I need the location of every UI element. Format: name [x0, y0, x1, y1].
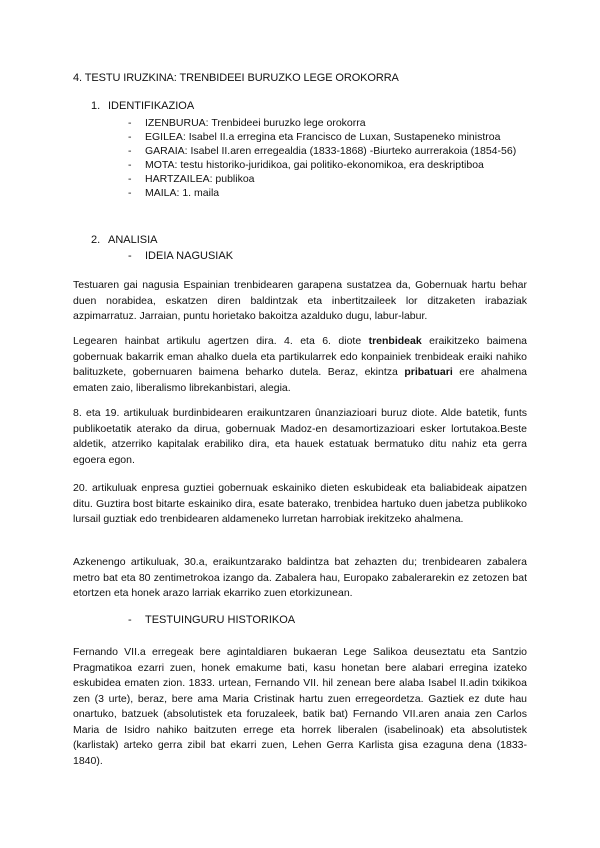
paragraph-3: 8. eta 19. artikuluak burdinbidearen eraikuntzaren ûnanziazioari buruz diote. Alde batetik, funts publikoetatik aterako da dirua, gobernuak Madoz-en desamortizazioari esker lortutakoa.Beste aldetik, atzerriko kapitalak erabiliko dira, eta hauek estatuak bermatuko ditu nahiz eta gerra egoera egon.: [73, 407, 527, 466]
paragraph-2-text-a: Legearen hainbat artikulu agertzen dira. 4. eta 6. diote: [73, 335, 369, 347]
section-number: 2.: [91, 234, 101, 246]
paragraph-2-text-d: ere ahalmena ematen zaio, liberalismo librekanbistari, alegia.: [73, 366, 527, 394]
subheading-testuinguru-historikoa: - TESTUINGURU HISTORIKOA: [128, 614, 296, 626]
section-heading-analisia: [91, 234, 158, 246]
subheading-ideia-nagusiak: - IDEIA NAGUSIAK: [128, 250, 234, 262]
list-item: - EGILEA: Isabel II.a erregina eta Francisco de Luxan, Sustapeneko ministroa: [128, 130, 528, 144]
subheading-text: TESTUINGURU HISTORIKOA: [145, 614, 296, 626]
list-item: - MOTA: testu historiko-juridikoa, gai politiko-ekonomikoa, era deskriptiboa: [128, 158, 528, 172]
list-item: - HARTZAILEA: publikoa: [128, 172, 528, 186]
section-number: 1.: [91, 100, 101, 112]
paragraph-4: 20. artikuluak enpresa guztiei gobernuak eskainiko dieten eskubideak eta baliabideak aipatzen ditu. Guztira bost bitarte eskainiko dira, esate baterako, trenbidea hartuko duen jabetza publikoko lursail guztiak edo trenbidearen aldameneko lurretan harrobiak irekitzeko ahalmena.: [73, 482, 527, 525]
paragraph-2: [73, 334, 527, 396]
list-item: - IZENBURUA: Trenbideei buruzko lege orokorra: [128, 116, 528, 130]
paragraph-2-text-c: eraikitzeko baimena gobernuak bakarrik eman ahalko duela eta partikularrek edo konpainiek trenbideak eraiki nahiko balituzkete, gobernuaren baimena beharko dutela. Beraz, ekintza: [73, 335, 527, 378]
section-heading-identifikazioa: [91, 100, 194, 112]
paragraph-2-bold-trenbideak: trenbideak: [368, 335, 422, 347]
paragraph-6: Fernando VII.a erregeak bere agintaldiaren bukaeran Lege Salikoa deuseztatu eta Santzio Pragmatikoa ezarri zuen, honek emakume bati, kasu honetan bere alabari erregina izateko eskubidea ematen zion. 1833. urtean, Fernando VII. hil zenean bere alaba Isabel II.adin txikikoa zen (3 urte), beraz, bere ama Maria Cristinak hartu zuen erregeordetza. Gaztiek ez dute hau onartuko, batzuek (absolutistek eta foruzaleek, batik bat) Fernando VII.aren anaia zen Carlos Maria de Isidro nahiko baitzuten errege eta horrek liberalen (isabelinoak) eta absolutistek (karlistak) arteko gerra zibil bat ekarri zuen, Lehen Gerra Karlista gisa ezaguna dena (1833-1840).: [73, 646, 527, 767]
subheading-text: IDEIA NAGUSIAK: [145, 250, 234, 262]
paragraph-5: Azkenengo artikuluak, 30.a, eraikuntzarako baldintza bat zehazten du; trenbidearen zabalera metro bat eta 80 zentimetrokoa izango da. Zabalera hau, Europako zabalerarekin ez zetozen bat etortzen eta honek arazo larriak ekarriko zuen etorkizunean.: [73, 556, 527, 599]
section-title: IDENTIFIKAZIOA: [108, 100, 195, 112]
identification-list: [128, 116, 528, 200]
list-item: - GARAIA: Isabel II.aren erregealdia (1833-1868) -Biurteko aurrerakoia (1854-56): [128, 144, 528, 158]
paragraph-2-bold-pribatuari: pribatuari: [404, 366, 453, 378]
document-title: 4. TESTU IRUZKINA: TRENBIDEEI BURUZKO LEGE OROKORRA: [73, 72, 399, 84]
section-title: ANALISIA: [108, 234, 158, 246]
paragraph-1: Testuaren gai nagusia Espainian trenbidearen garapena sustatzea da, Gobernuak hartu behar duen norabidea, eskatzen diren baldintzak eta inbertitzaileek lor ditzaketen irabaziak azpimarratuz. Jarraian, puntu horietako bakoitza azalduko dugu, labur-labur.: [73, 279, 527, 322]
list-item: - MAILA: 1. maila: [128, 186, 528, 200]
